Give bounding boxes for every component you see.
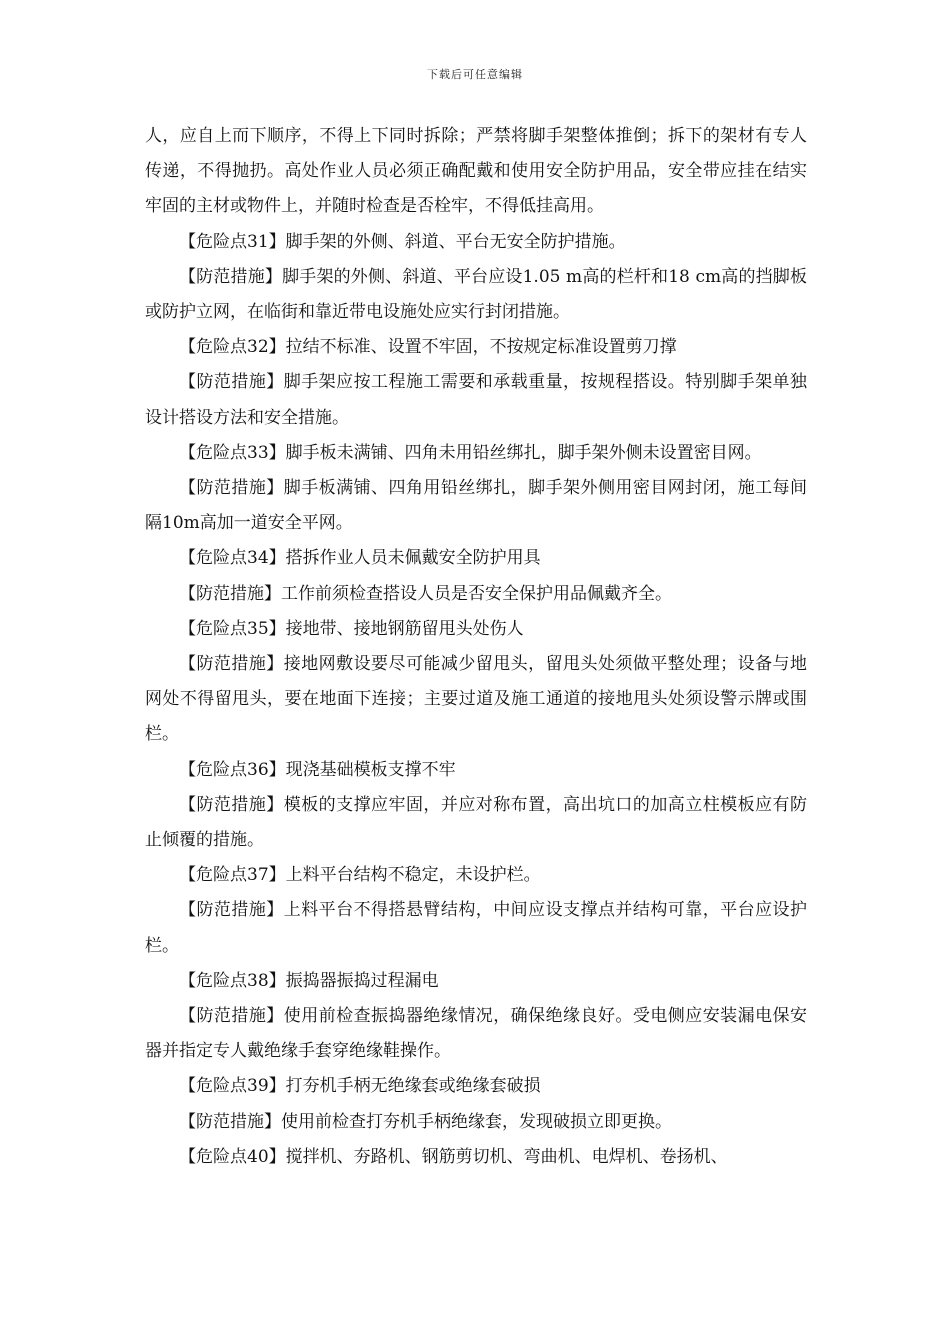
paragraph-2: 【防范措施】脚手架的外侧、斜道、平台应设1.05 m高的栏杆和18 cm高的挡脚板或防护立网，在临街和靠近带电设施处应实行封闭措施。 xyxy=(145,266,807,323)
paragraph-3: 【危险点32】拉结不标准、设置不牢固，不按规定标准设置剪刀撑 xyxy=(179,337,677,358)
paragraph-17: 【危险点39】打夯机手柄无绝缘套或绝缘套破损 xyxy=(179,1076,541,1097)
body-text xyxy=(145,119,807,1175)
page-header: 下载后可任意编辑 xyxy=(427,68,523,81)
paragraph-0: 人，应自上而下顺序，不得上下同时拆除；严禁将脚手架整体推倒；拆下的架材有专人传递，不得抛扔。高处作业人员必须正确配戴和使用安全防护用品，安全带应挂在结实牢固的主材或物件上，并随时检查是否栓牢，不得低挂高用。 xyxy=(145,126,807,217)
paragraph-9: 【危险点35】接地带、接地钢筋留甩头处伤人 xyxy=(179,618,524,639)
paragraph-14: 【防范措施】上料平台不得搭悬臂结构，中间应设支撑点并结构可靠，平台应设护栏。 xyxy=(145,900,807,956)
paragraph-16: 【防范措施】使用前检查振捣器绝缘情况，确保绝缘良好。受电侧应安装漏电保安器并指定专人戴绝缘手套穿绝缘鞋操作。 xyxy=(145,1006,807,1062)
paragraph-13: 【危险点37】上料平台结构不稳定，未设护栏。 xyxy=(179,865,541,886)
paragraph-5: 【危险点33】脚手板未满铺、四角未用铅丝绑扎，脚手架外侧未设置密目网。 xyxy=(179,442,762,463)
paragraph-19: 【危险点40】搅拌机、夯路机、钢筋剪切机、弯曲机、电焊机、卷扬机、 xyxy=(179,1146,728,1167)
paragraph-12: 【防范措施】模板的支撑应牢固，并应对称布置，高出坑口的加高立柱模板应有防止倾覆的措施。 xyxy=(145,794,807,851)
paragraph-11: 【危险点36】现浇基础模板支撑不牢 xyxy=(179,759,456,780)
paragraph-7: 【危险点34】搭拆作业人员未佩戴安全防护用具 xyxy=(179,548,541,569)
paragraph-4: 【防范措施】脚手架应按工程施工需要和承载重量，按规程搭设。特别脚手架单独设计搭设方法和安全措施。 xyxy=(145,372,807,428)
paragraph-18: 【防范措施】使用前检查打夯机手柄绝缘套，发现破损立即更换。 xyxy=(179,1111,672,1132)
paragraph-8: 【防范措施】工作前须检查搭设人员是否安全保护用品佩戴齐全。 xyxy=(179,583,672,604)
paragraph-10: 【防范措施】接地网敷设要尽可能减少留甩头，留甩头处须做平整处理；设备与地网处不得留甩头，要在地面下连接；主要过道及施工通道的接地甩头处须设警示牌或围栏。 xyxy=(145,654,807,745)
paragraph-1: 【危险点31】脚手架的外侧、斜道、平台无安全防护措施。 xyxy=(179,231,626,252)
paragraph-6: 【防范措施】脚手板满铺、四角用铅丝绑扎，脚手架外侧用密目网封闭，施工每间隔10m高加一道安全平网。 xyxy=(145,478,807,534)
paragraph-15: 【危险点38】振捣器振捣过程漏电 xyxy=(179,970,439,991)
